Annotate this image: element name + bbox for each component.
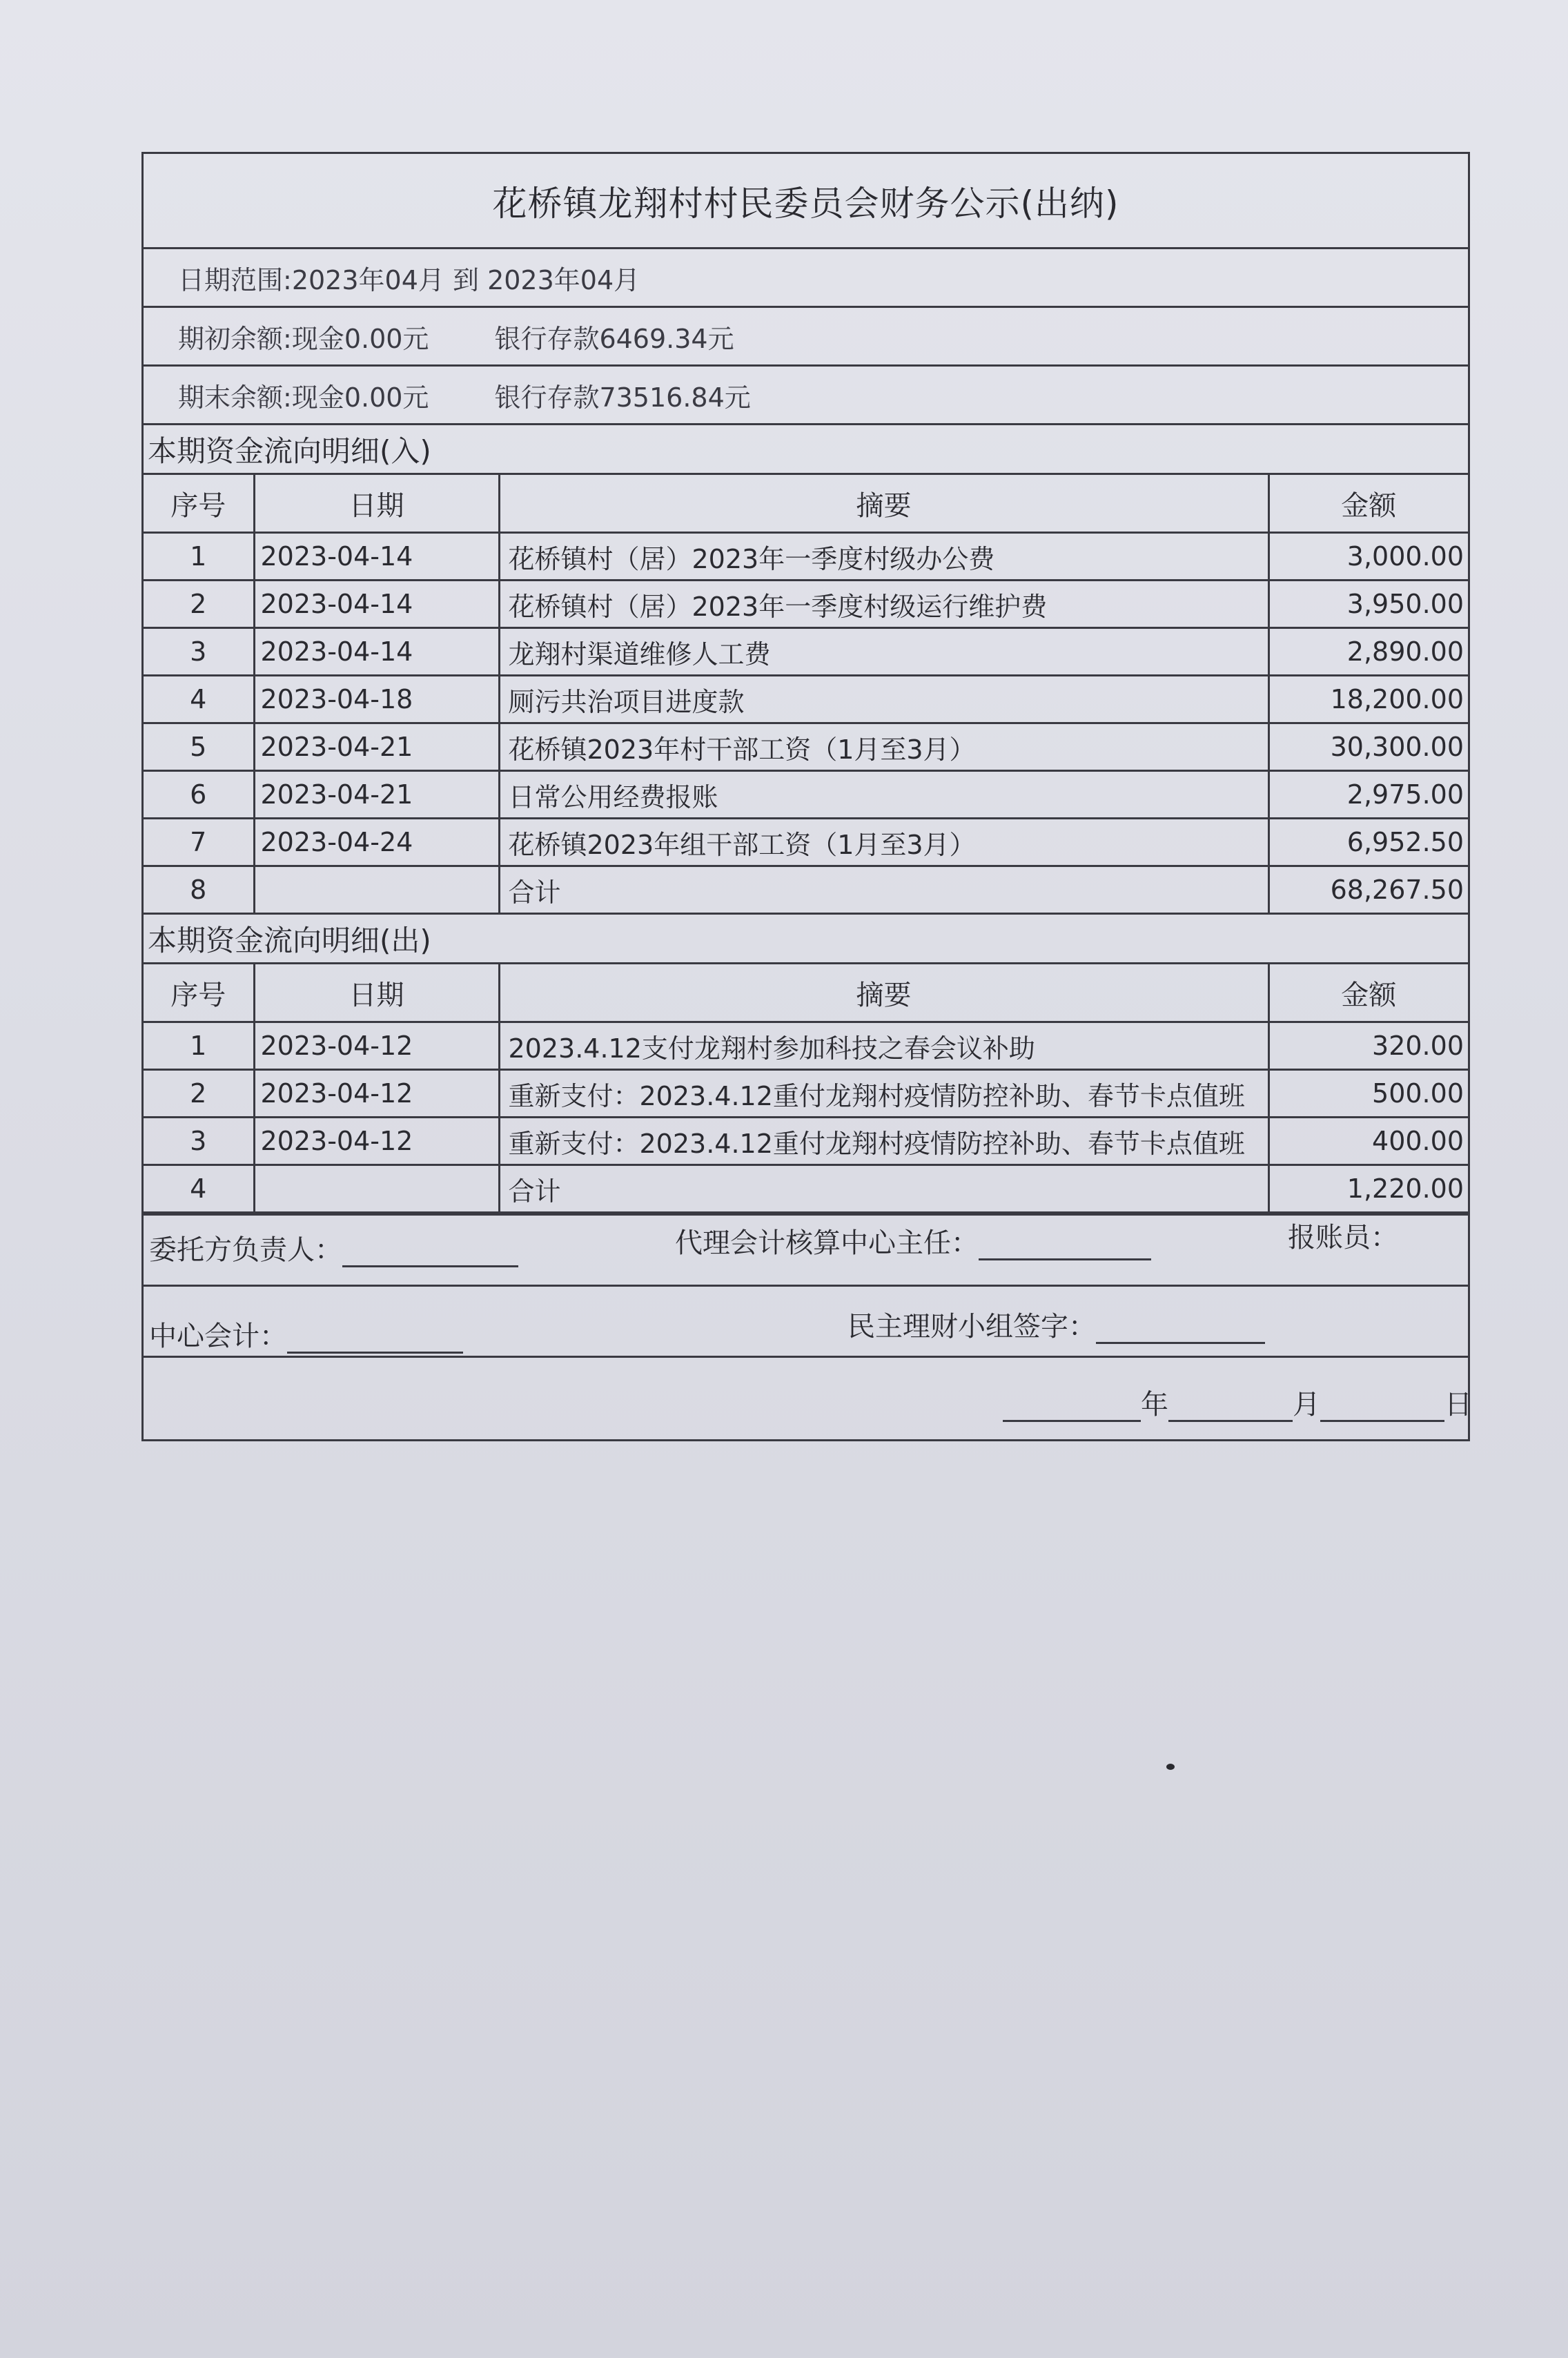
- form-title: 花桥镇龙翔村村民委员会财务公示(出纳): [144, 154, 1468, 249]
- income-table: [144, 475, 1468, 915]
- closing-balance-row: [144, 367, 1468, 425]
- row-no: 3: [144, 1118, 254, 1165]
- date-day-label: 日: [1444, 1389, 1472, 1421]
- row-no: 4: [144, 1165, 254, 1213]
- row-date: 2023-04-14: [254, 581, 499, 628]
- date-range-label: 日期范围:: [178, 264, 292, 295]
- row-summary: 合计: [499, 866, 1268, 914]
- row-date: 2023-04-18: [254, 676, 499, 723]
- row-amount: 1,220.00: [1268, 1165, 1468, 1213]
- row-summary: 合计: [499, 1165, 1268, 1213]
- expense-header-amount: 金额: [1268, 964, 1468, 1022]
- closing-cash: 现金0.00元: [291, 382, 429, 413]
- row-summary: 花桥镇村（居）2023年一季度村级运行维护费: [499, 581, 1268, 628]
- table-row: [144, 819, 1468, 866]
- row-summary: 花桥镇2023年组干部工资（1月至3月）: [499, 819, 1268, 866]
- row-no: 7: [144, 819, 254, 866]
- row-summary: 龙翔村渠道维修人工费: [499, 628, 1268, 676]
- table-row: [144, 1022, 1468, 1070]
- expense-section-title: 本期资金流向明细(出): [144, 915, 1468, 964]
- row-amount: 2,890.00: [1268, 628, 1468, 676]
- expense-header-row: [144, 964, 1468, 1022]
- row-amount: 3,000.00: [1268, 533, 1468, 581]
- finance-group-signature: [847, 1305, 1265, 1344]
- expense-header-no: 序号: [144, 964, 254, 1022]
- row-no: 1: [144, 1022, 254, 1070]
- opening-balance-row: [144, 308, 1468, 367]
- row-date: [254, 866, 499, 914]
- row-no: 5: [144, 723, 254, 771]
- signature-row-2: [144, 1287, 1468, 1358]
- row-summary: 2023.4.12支付龙翔村参加科技之春会议补助: [499, 1022, 1268, 1070]
- row-summary: 重新支付：2023.4.12重付龙翔村疫情防控补助、春节卡点值班: [499, 1070, 1268, 1118]
- row-amount: 320.00: [1268, 1022, 1468, 1070]
- row-date: 2023-04-12: [254, 1022, 499, 1070]
- table-row: [144, 1070, 1468, 1118]
- table-row: [144, 676, 1468, 723]
- table-row: [144, 771, 1468, 819]
- row-date: 2023-04-14: [254, 628, 499, 676]
- date-range-from: 2023年04月: [291, 264, 444, 295]
- center-accountant-signature: [149, 1314, 463, 1354]
- signature-date: [1003, 1383, 1472, 1422]
- row-summary: 重新支付：2023.4.12重付龙翔村疫情防控补助、春节卡点值班: [499, 1118, 1268, 1165]
- income-header-no: 序号: [144, 475, 254, 533]
- signature-date-row: [144, 1358, 1472, 1439]
- center-accountant-label: 中心会计：: [149, 1321, 287, 1352]
- row-amount: 400.00: [1268, 1118, 1468, 1165]
- row-summary: 厕污共治项目进度款: [499, 676, 1268, 723]
- table-row: [144, 723, 1468, 771]
- agency-director-label: 代理会计核算中心主任：: [675, 1227, 979, 1259]
- row-date: 2023-04-12: [254, 1070, 499, 1118]
- date-month-label: 月: [1293, 1389, 1320, 1421]
- row-amount: 2,975.00: [1268, 771, 1468, 819]
- row-summary: 花桥镇村（居）2023年一季度村级办公费: [499, 533, 1268, 581]
- opening-cash: 现金0.00元: [291, 323, 429, 354]
- finance-disclosure-form: [141, 152, 1470, 1441]
- row-summary: 日常公用经费报账: [499, 771, 1268, 819]
- opening-bank: 银行存款6469.34元: [494, 323, 734, 354]
- income-header-summary: 摘要: [499, 475, 1268, 533]
- agency-director-signature: [675, 1221, 1151, 1260]
- row-amount: 3,950.00: [1268, 581, 1468, 628]
- row-no: 6: [144, 771, 254, 819]
- expense-table: [144, 964, 1468, 1214]
- table-total-row: [144, 1165, 1468, 1213]
- row-amount: 30,300.00: [1268, 723, 1468, 771]
- row-no: 2: [144, 581, 254, 628]
- expense-header-summary: 摘要: [499, 964, 1268, 1022]
- row-date: 2023-04-21: [254, 723, 499, 771]
- client-head-signature: [149, 1228, 518, 1267]
- row-amount: 500.00: [1268, 1070, 1468, 1118]
- signature-row-1: [144, 1216, 1468, 1287]
- closing-balance-label: 期末余额:: [178, 382, 292, 413]
- row-date: 2023-04-21: [254, 771, 499, 819]
- bookkeeper-label: 报账员：: [1288, 1222, 1398, 1254]
- row-no: 4: [144, 676, 254, 723]
- row-amount: 18,200.00: [1268, 676, 1468, 723]
- client-head-label: 委托方负责人：: [149, 1234, 342, 1266]
- row-no: 8: [144, 866, 254, 914]
- table-row: [144, 1118, 1468, 1165]
- table-row: [144, 533, 1468, 581]
- table-row: [144, 628, 1468, 676]
- row-no: 1: [144, 533, 254, 581]
- row-amount: 68,267.50: [1268, 866, 1468, 914]
- closing-bank: 银行存款73516.84元: [494, 382, 751, 413]
- income-header-row: [144, 475, 1468, 533]
- date-range-sep: 到: [452, 264, 479, 295]
- row-date: [254, 1165, 499, 1213]
- row-date: 2023-04-12: [254, 1118, 499, 1165]
- income-section-title: 本期资金流向明细(入): [144, 425, 1468, 475]
- expense-header-date: 日期: [254, 964, 499, 1022]
- table-total-row: [144, 866, 1468, 914]
- row-no: 2: [144, 1070, 254, 1118]
- row-date: 2023-04-24: [254, 819, 499, 866]
- table-row: [144, 581, 1468, 628]
- finance-group-label: 民主理财小组签字：: [847, 1311, 1096, 1343]
- income-header-amount: 金额: [1268, 475, 1468, 533]
- row-no: 3: [144, 628, 254, 676]
- date-range-row: [144, 249, 1468, 308]
- income-header-date: 日期: [254, 475, 499, 533]
- ink-dot: [1166, 1764, 1175, 1770]
- row-date: 2023-04-14: [254, 533, 499, 581]
- signature-block: [144, 1214, 1472, 1439]
- date-year-label: 年: [1141, 1389, 1168, 1421]
- row-amount: 6,952.50: [1268, 819, 1468, 866]
- row-summary: 花桥镇2023年村干部工资（1月至3月）: [499, 723, 1268, 771]
- date-range-to: 2023年04月: [487, 264, 640, 295]
- opening-balance-label: 期初余额:: [178, 323, 292, 354]
